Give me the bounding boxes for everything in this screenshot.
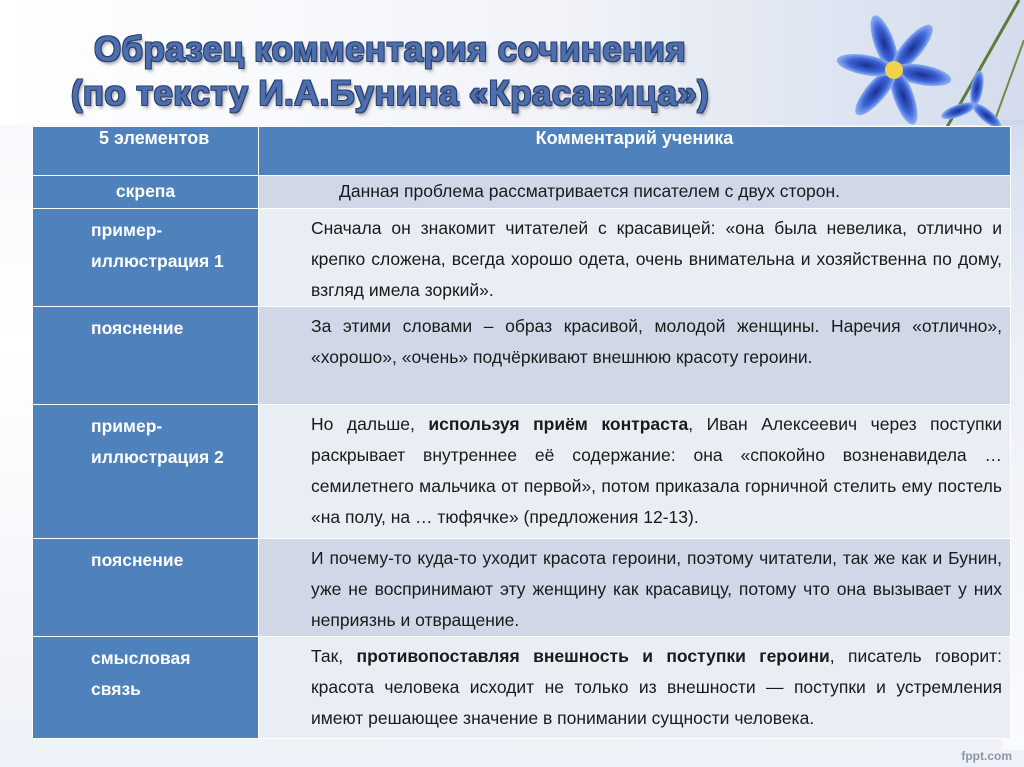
comment-table xyxy=(32,126,1011,739)
row-comment xyxy=(259,539,1011,637)
row-label: пример- иллюстрация 2 xyxy=(33,405,259,539)
header-comment: Комментарий ученика xyxy=(259,127,1011,176)
comment-text: И почему-то куда-то уходит красота героини, поэтому читатели, так же как и Бунин, уже не воспринимают эту женщину как красавицу, потому что она вызывает у них неприязнь и отвращение. xyxy=(311,548,1002,630)
table-row xyxy=(33,405,1011,539)
comment-text: , писатель говорит: красота человека исходит не только из внешности — поступки и устремления имеют решающее значение в понимании сущности человека. xyxy=(311,646,1002,728)
page-title xyxy=(40,28,740,116)
table-row xyxy=(33,539,1011,637)
row-label: пример- иллюстрация 1 xyxy=(33,209,259,307)
comment-text: За этими словами – образ красивой, молодой женщины. Наречия «отлично», «хорошо», «очень» подчёркивают внешнюю красоту героини. xyxy=(311,316,1002,367)
comment-text: Сначала он знакомит читателей с красавицей: «она была невелика, отлично и крепко сложена, всегда хорошо одета, очень внимательна и хозяйственна по дому, взгляд имела зоркий». xyxy=(311,218,1002,300)
title-line-2: (по тексту И.А.Бунина «Красавица») xyxy=(70,74,710,113)
comment-text: Данная проблема рассматривается писателем с двух сторон. xyxy=(339,181,841,201)
comment-text: Но дальше, xyxy=(311,414,429,434)
table-row xyxy=(33,209,1011,307)
row-comment xyxy=(259,405,1011,539)
table-header-row xyxy=(33,127,1011,176)
table-body xyxy=(33,176,1011,739)
table-row xyxy=(33,307,1011,405)
row-label: скрепа xyxy=(33,176,259,209)
comment-text: Так, xyxy=(311,646,357,666)
row-comment xyxy=(259,176,1011,209)
comment-text: , Иван Алексеевич через поступки раскрывает внутреннее её содержание: она «спокойно возненавидела … семилетнего мальчика от первой», потом приказала горничной стелить ему постель «на полу, на … тюфячке» (предложения 12-13). xyxy=(311,414,1002,527)
table-row xyxy=(33,176,1011,209)
row-label: пояснение xyxy=(33,307,259,405)
row-label: смысловая связь xyxy=(33,637,259,739)
row-comment xyxy=(259,209,1011,307)
table-row xyxy=(33,637,1011,739)
footer-brand: fppt.com xyxy=(961,749,1012,763)
row-comment xyxy=(259,637,1011,739)
row-comment xyxy=(259,307,1011,405)
row-label: пояснение xyxy=(33,539,259,637)
comment-bold-text: противопоставляя внешность и поступки героини xyxy=(356,646,830,666)
title-line-1: Образец комментария сочинения xyxy=(94,30,686,69)
header-elements: 5 элементов xyxy=(33,127,259,176)
comment-bold-text: используя приём контраста xyxy=(428,414,689,434)
